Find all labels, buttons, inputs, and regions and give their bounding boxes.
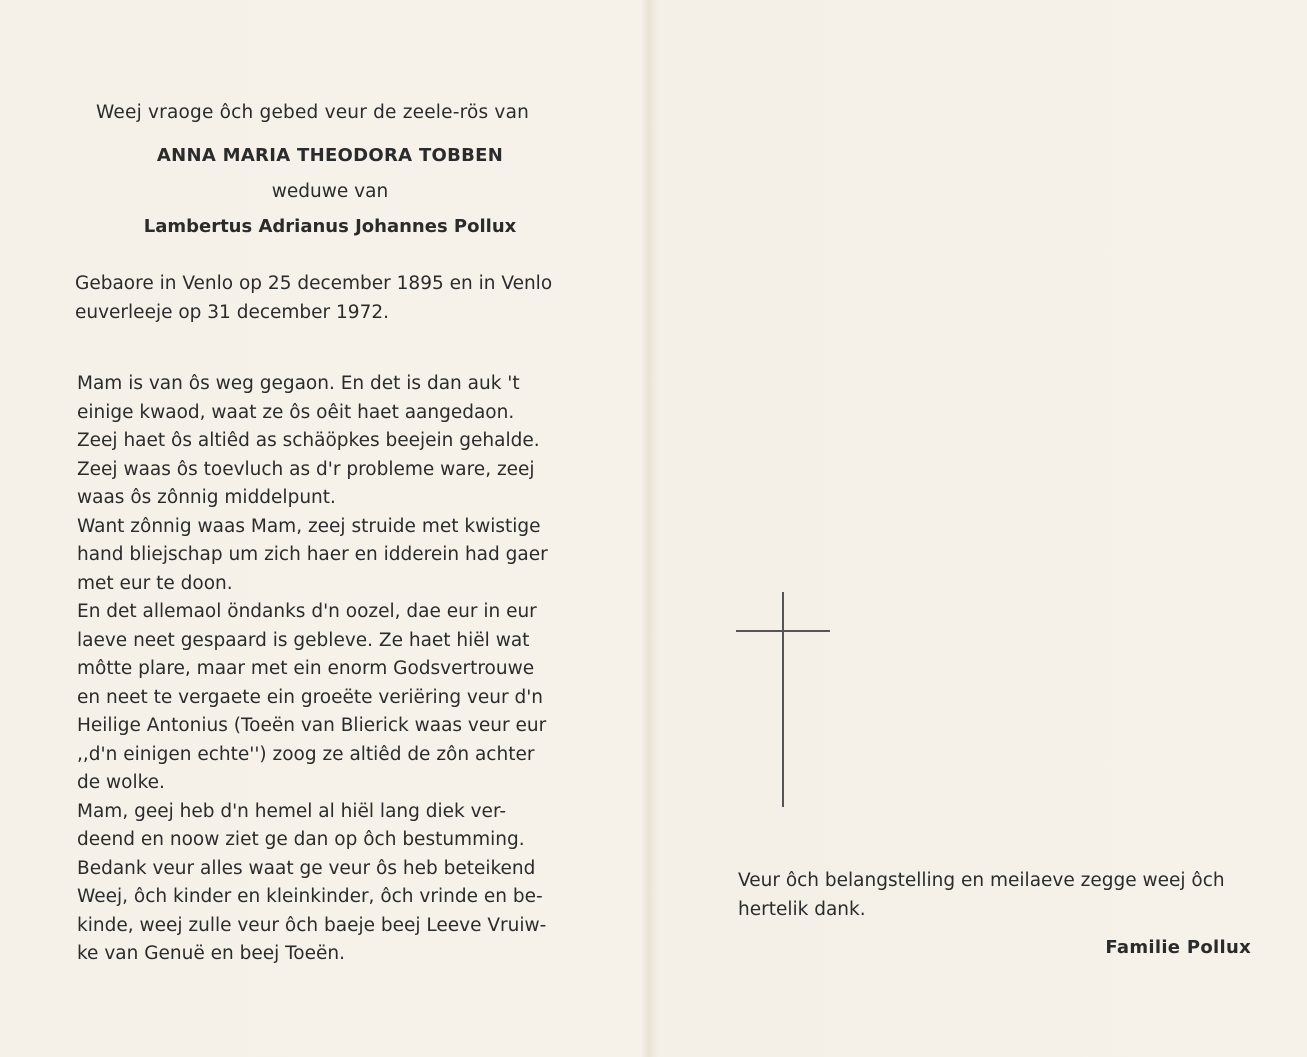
memorial-line: Mam is van ôs weg gegaon. En det is dan auk 't — [77, 373, 520, 394]
memorial-line: môtte plare, maar met ein enorm Godsvertrouwe — [77, 658, 535, 679]
memorial-line: Mam, geej heb d'n hemel al hiël lang diek ver- — [77, 800, 507, 822]
memorial-line: laeve neet gespaard is gebleve. Ze haet hiël wat — [77, 629, 530, 651]
prayer-request: Weej vraoge ôch gebed veur de zeele-rös van — [96, 102, 530, 123]
memorial-line: Heilige Antonius (Toeën van Blierick waas veur eur — [77, 715, 547, 736]
family-signature: Familie Pollux — [1105, 937, 1251, 958]
thanks-line: hertelik dank. — [738, 899, 866, 920]
birth-death-dates — [75, 270, 595, 327]
dates-line: euverleeje op 31 december 1972. — [75, 301, 389, 323]
memorial-line: waas ôs zônnig middelpunt. — [77, 487, 336, 508]
widow-of-label: weduwe van — [271, 181, 389, 202]
memorial-line: einige kwaod, waat ze ôs oêit haet aangedaon. — [77, 401, 515, 423]
cross-horizontal-bar — [736, 630, 830, 632]
memorial-line: met eur te doon. — [77, 572, 233, 594]
memorial-text — [77, 370, 597, 969]
memorial-line: hand bliejschap um zich haer en idderein had gaer — [77, 544, 548, 565]
memorial-line: en neet te vergaete ein groeëte veriëring veur d'n — [77, 686, 544, 708]
memorial-line: de wolke. — [77, 772, 165, 793]
cross-icon — [736, 592, 830, 807]
memorial-line: Bedank veur alles waat ge veur ôs heb beteikend — [77, 857, 536, 879]
memorial-line: Weej, ôch kinder en kleinkinder, ôch vrinde en be- — [77, 886, 543, 907]
memorial-line: ,,d'n einigen echte'') zoog ze altiêd de zôn achter — [77, 743, 535, 765]
spouse-name: Lambertus Adrianus Johannes Pollux — [143, 216, 517, 237]
memorial-line: deend en noow ziet ge dan op ôch bestumming. — [77, 829, 525, 850]
cross-vertical-bar — [782, 592, 784, 807]
deceased-name: ANNA MARIA THEODORA TOBBEN — [156, 145, 504, 166]
memorial-line: En det allemaol öndanks d'n oozel, dae eur in eur — [77, 601, 537, 622]
memorial-line: Want zônnig waas Mam, zeej struide met kwistige — [77, 515, 541, 537]
memorial-line: ke van Genuë en beej Toeën. — [77, 943, 345, 964]
memorial-line: Zeej waas ôs toevluch as d'r probleme ware, zeej — [77, 458, 535, 480]
thank-you-text — [738, 866, 1268, 924]
dates-line: Gebaore in Venlo op 25 december 1895 en in Venlo — [75, 273, 553, 294]
left-page — [0, 0, 650, 1057]
memorial-line: kinde, weej zulle veur ôch baeje beej Leeve Vruiw- — [77, 914, 547, 936]
thanks-line: Veur ôch belangstelling en meilaeve zegge weej ôch — [738, 870, 1225, 891]
memorial-line: Zeej haet ôs altiêd as schäöpkes beejein gehalde. — [77, 430, 540, 451]
